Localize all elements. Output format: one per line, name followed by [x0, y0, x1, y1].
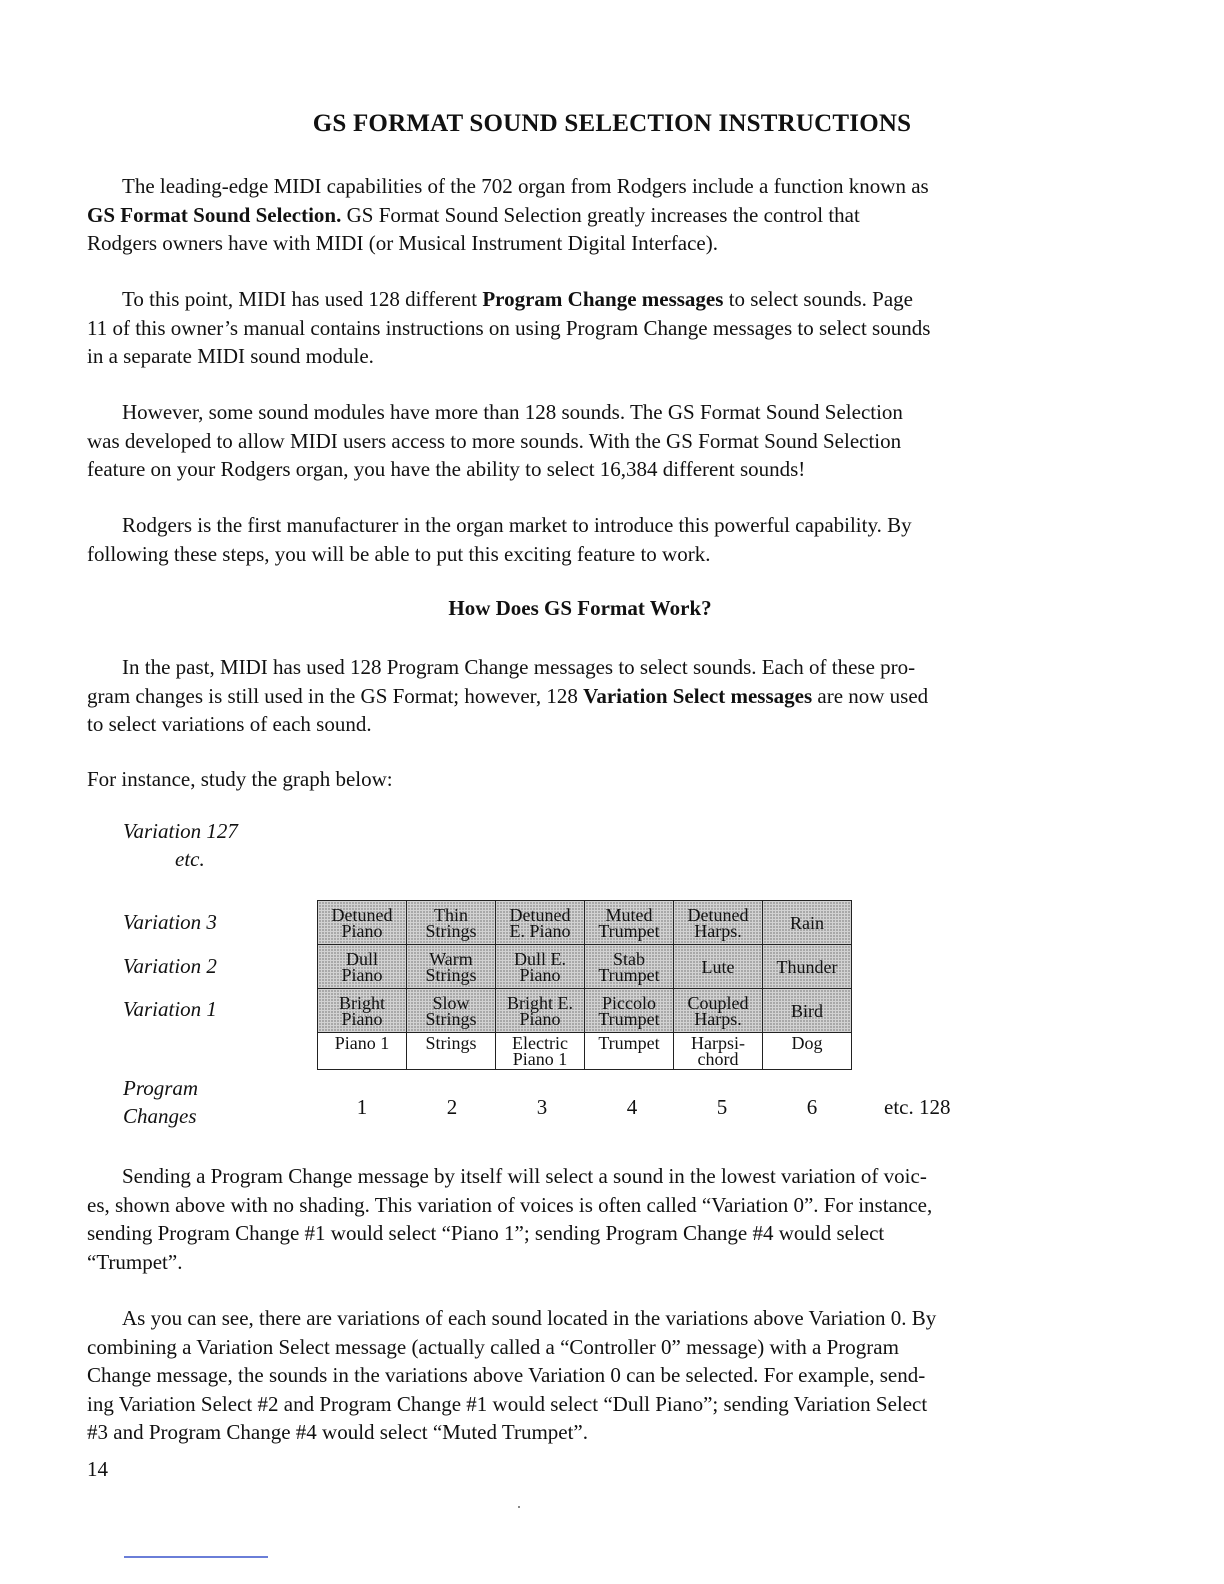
program-change-number: 5	[716, 1095, 728, 1119]
grid-cell: Dull E. Piano	[496, 945, 585, 989]
variation-etc-label: etc.	[175, 847, 205, 871]
grid-cell: Harpsi- chord	[674, 1033, 763, 1070]
intro-paragraph-4: Rodgers is the first manufacturer in the organ market to introduce this powerful capability. By following these steps, you will be able to put this exciting feature to work.	[87, 513, 912, 566]
grid-cell: Bright E. Piano	[496, 989, 585, 1033]
bottom-rule	[124, 1556, 268, 1558]
grid-cell: Stab Trumpet	[585, 945, 674, 989]
grid-cell: Muted Trumpet	[585, 901, 674, 945]
grid-cell: Trumpet	[585, 1033, 674, 1070]
variation-2-label: Variation 2	[123, 954, 217, 978]
grid-cell: Electric Piano 1	[496, 1033, 585, 1070]
variation-3-label: Variation 3	[123, 910, 217, 934]
program-changes-label: Program Changes	[123, 1076, 199, 1128]
grid-cell: Lute	[674, 945, 763, 989]
program-change-number: 2	[446, 1095, 458, 1119]
program-change-number: 6	[806, 1095, 818, 1119]
variation-0-row	[318, 1033, 852, 1070]
grid-cell: Piccolo Trumpet	[585, 989, 674, 1033]
variation-1-row	[318, 989, 852, 1033]
grid-cell: Dull Piano	[318, 945, 407, 989]
section-paragraph-1: In the past, MIDI has used 128 Program Change messages to select sounds. Each of these pro- gram changes is still used in the GS Format; however, 128 Variation Select messages are now used to select variations of each sound.	[87, 655, 929, 736]
variation-grid	[317, 900, 852, 1070]
intro-paragraph-1: The leading-edge MIDI capabilities of the 702 organ from Rodgers include a function known as GS Format Sound Selection. GS Format Sound Selection greatly increases the control that Rodgers owners have with MIDI (or Musical Instrument Digital Interface).	[87, 174, 929, 255]
section-paragraph-2: For instance, study the graph below:	[87, 767, 393, 791]
page-title: GS FORMAT SOUND SELECTION INSTRUCTIONS	[312, 110, 912, 137]
section-heading: How Does GS Format Work?	[448, 596, 712, 620]
program-change-number: 4	[626, 1095, 638, 1119]
grid-cell: Thunder	[763, 945, 852, 989]
intro-paragraph-2: To this point, MIDI has used 128 different Program Change messages to select sounds. Page 11 of this owner’s manual contains instructions on using Program Change messages to select sounds in a separate MIDI sound module.	[87, 287, 931, 368]
variation-3-row	[318, 901, 852, 945]
grid-cell: Bright Piano	[318, 989, 407, 1033]
grid-cell: Strings	[407, 1033, 496, 1070]
grid-cell: Warm Strings	[407, 945, 496, 989]
grid-cell: Thin Strings	[407, 901, 496, 945]
program-change-etc: etc. 128	[884, 1095, 951, 1119]
grid-cell: Bird	[763, 989, 852, 1033]
program-change-number: 3	[536, 1095, 548, 1119]
variation-1-label: Variation 1	[123, 997, 217, 1021]
variation-127-label: Variation 127	[123, 819, 238, 843]
page-number: 14	[87, 1457, 108, 1481]
closing-paragraph-1: Sending a Program Change message by itself will select a sound in the lowest variation of voic- es, shown above with no shading. This variation of voices is often called “Variation 0”. For instance, sending Program Change #1 would select “Piano 1”; sending Program Change #4 would select “Trumpet”.	[87, 1164, 933, 1274]
intro-paragraph-3: However, some sound modules have more than 128 sounds. The GS Format Sound Selection was developed to allow MIDI users access to more sounds. With the GS Format Sound Selection feature on your Rodgers organ, you have the ability to select 16,384 different sounds!	[87, 400, 903, 481]
grid-cell: Rain	[763, 901, 852, 945]
grid-cell: Coupled Harps.	[674, 989, 763, 1033]
grid-cell: Slow Strings	[407, 989, 496, 1033]
grid-cell: Piano 1	[318, 1033, 407, 1070]
scan-speck	[518, 1506, 520, 1508]
variation-2-row	[318, 945, 852, 989]
grid-cell: Detuned Harps.	[674, 901, 763, 945]
grid-cell: Detuned Piano	[318, 901, 407, 945]
grid-cell: Detuned E. Piano	[496, 901, 585, 945]
grid-cell: Dog	[763, 1033, 852, 1070]
program-change-number: 1	[356, 1095, 368, 1119]
closing-paragraph-2: As you can see, there are variations of each sound located in the variations above Variation 0. By combining a Variation Select message (actually called a “Controller 0” message) with a Program Change message, the sounds in the variations above Variation 0 can be selected. For example, send- ing Variation Select #2 and Program Change #1 would select “Dull Piano”; sending Variation Select #3 and Program Change #4 would select “Muted Trumpet”.	[87, 1306, 937, 1444]
